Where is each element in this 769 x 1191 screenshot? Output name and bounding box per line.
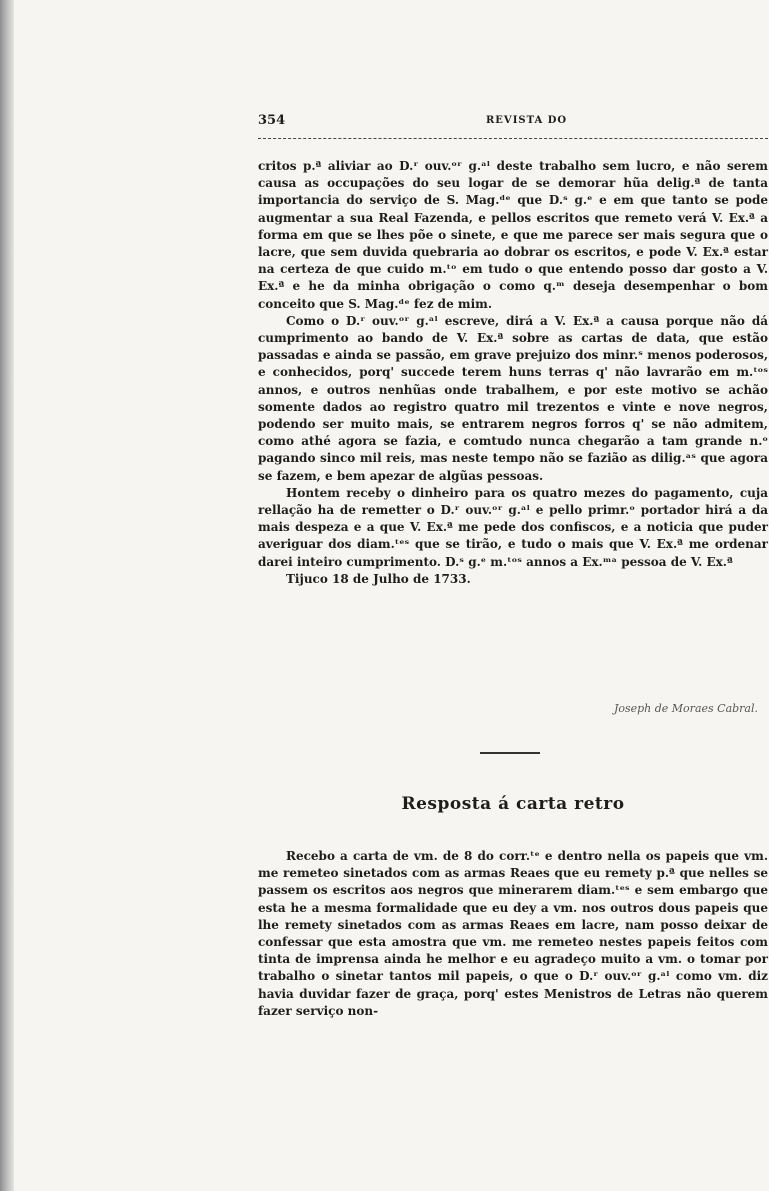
book-page	[258, 0, 768, 1191]
letter-paragraph-2: Como o D.ʳ ouv.ᵒʳ g.ᵃˡ escreve, dirá a V. Ex.ª a causa porque não dá cumprimento ao bando de V. Ex.ª sobre as cartas de data, que estão passadas e ainda se passão, em grave prejuizo dos minr.ˢ menos poderosos, e conhecidos, porq' succede terem huns terras q' não lavrarão em m.ᵗᵒˢ annos, e outros nenhũas onde trabalhem, e por este motivo se achão somente dados ao registro quatro mil trezentos e vinte e nove negros, podendo ser muito mais, se entrarem negros forros q' se não admitem, como athé agora se fazia, e comtudo nunca chegarão a tam grande n.ᵒ pagando sinco mil reis, mas neste tempo não se fazião as dilig.ᵃˢ que agora se fazem, e bem apezar de algũas pessoas.	[258, 313, 768, 483]
letter-signature: Joseph de Moraes Cabral.	[613, 702, 758, 715]
page-header	[258, 113, 768, 133]
letter-date-line: Tijuco 18 de Julho de 1733.	[286, 571, 471, 586]
letter-paragraph-3: Hontem receby o dinheiro para os quatro mezes do pagamento, cuja rellação ha de remetter o D.ʳ ouv.ᵒʳ g.ᵃˡ e pello primr.ᵒ portador hirá a da mais despeza e a que V. Ex.ª me pede dos confiscos, e a noticia que puder averiguar dos diam.ᵗᵉˢ que se tirão, e tudo o mais que V. Ex.ª me ordenar darei inteiro cumprimento. D.ˢ g.ᵉ m.ᵗᵒˢ annos a Ex.ᵐᵃ pessoa de V. Ex.ª	[258, 485, 768, 569]
scan-page-edge	[0, 0, 14, 1191]
header-rule	[258, 138, 768, 139]
letter-paragraph-1: critos p.ª aliviar ao D.ʳ ouv.ᵒʳ g.ᵃˡ deste trabalho sem lucro, e não serem causa as occupações do seu logar de se demorar hũa delig.ª de tanta importancia do serviço de S. Mag.ᵈᵉ que D.ˢ g.ᵉ e em que tanto se pode augmentar a sua Real Fazenda, e pellos escritos que remeto verá V. Ex.ª a forma em que se lhes põe o sinete, e que me parece ser mais segura que o lacre, que sem duvida quebraria ao dobrar os escritos, e pode V. Ex.ª estar na certeza de que cuido m.ᵗᵒ em tudo o que entendo posso dar gosto a V. Ex.ª e he da minha obrigação o como q.ᵐ deseja desempenhar o bom conceito que S. Mag.ᵈᵉ fez de mim.	[258, 159, 768, 311]
section-divider	[480, 752, 540, 754]
letter-body	[258, 158, 768, 588]
page-number: 354	[258, 113, 286, 128]
reply-paragraph-1: Recebo a carta de vm. de 8 do corr.ᵗᵉ e dentro nella os papeis que vm. me remeteo sinetados com as armas Reaes que eu remety p.ª que nelles se passem os escritos aos negros que minerarem diam.ᵗᵉˢ e sem embargo que esta he a mesma formalidade que eu dey a vm. nos outros dous papeis que lhe remety sinetados com as armas Reaes em lacre, nam posso deixar de confessar que esta amostra que vm. me remeteo nestes papeis feitos com tinta de imprensa ainda he melhor e eu agradeço muito a vm. o tomar por trabalho o sinetar tantos mil papeis, o que o D.ʳ ouv.ᵒʳ g.ᵃˡ como vm. diz havia duvidar fazer de graça, porq' estes Menistros de Letras não querem fazer serviço non-	[258, 849, 768, 1018]
reply-body	[258, 848, 768, 1020]
section-title: Resposta á carta retro	[401, 794, 625, 814]
running-title: REVISTA DO	[486, 115, 568, 126]
